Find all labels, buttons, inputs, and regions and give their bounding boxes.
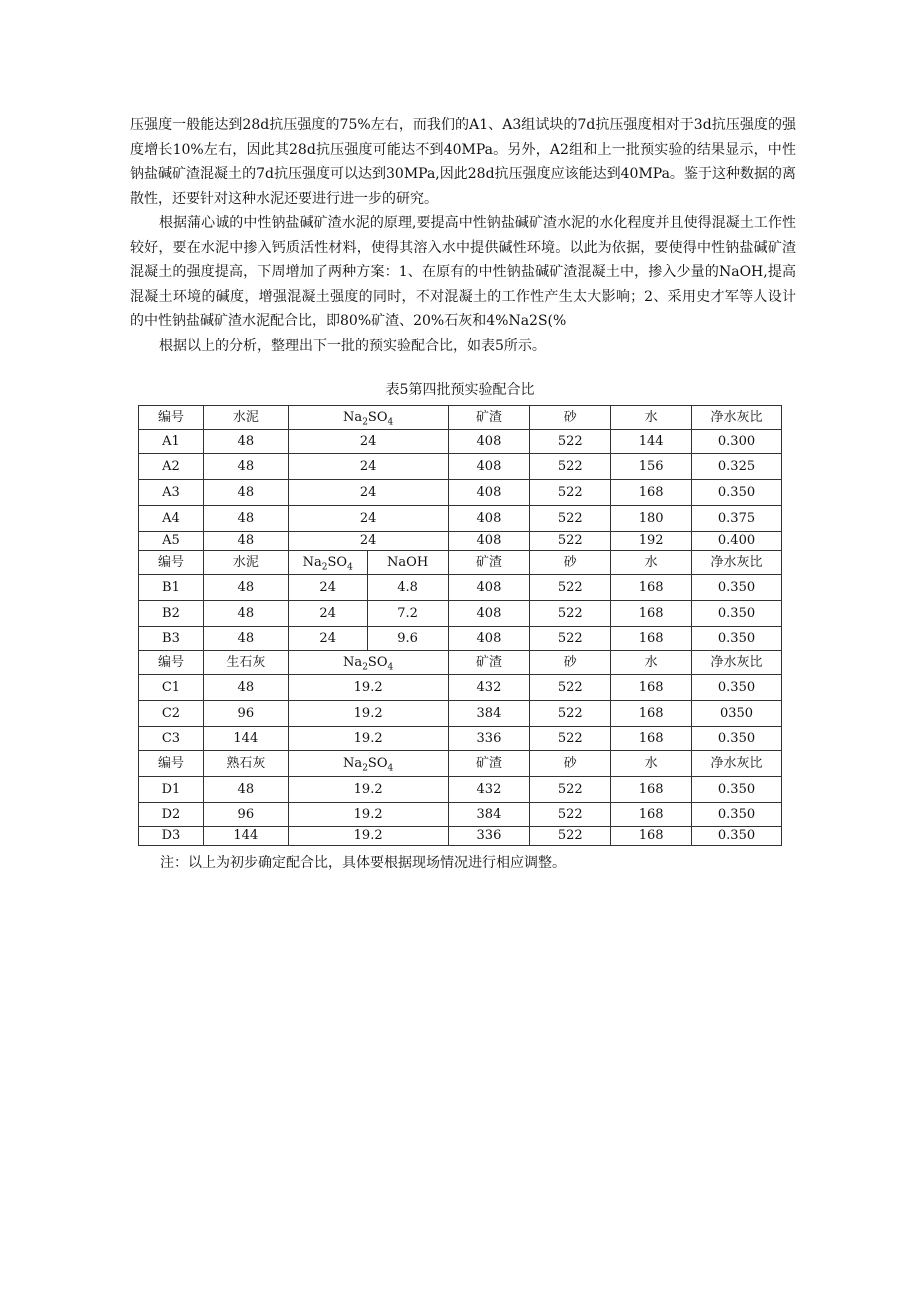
cell-water: 168 — [611, 727, 692, 751]
cell-naoh: 4.8 — [367, 575, 448, 601]
cell-binder: 48 — [203, 506, 288, 532]
cell-water: 168 — [611, 803, 692, 827]
cell-id: A3 — [139, 480, 204, 506]
cell-sand: 522 — [530, 827, 611, 846]
cell-id: A1 — [139, 430, 204, 454]
cell-id: D1 — [139, 777, 204, 803]
table-row — [139, 430, 782, 454]
cell-na2so4: 24 — [288, 430, 448, 454]
cell-ratio: 0.350 — [692, 627, 782, 651]
header-ratio: 净水灰比 — [692, 406, 782, 430]
cell-water: 180 — [611, 506, 692, 532]
header-ratio: 净水灰比 — [692, 551, 782, 575]
table-row — [139, 480, 782, 506]
cell-na2so4: 19.2 — [288, 727, 448, 751]
header-na2so4: $Na_2SO_4$ — [288, 751, 448, 777]
cell-naoh: 7.2 — [367, 601, 448, 627]
cell-water: 168 — [611, 701, 692, 727]
cell-binder: 48 — [203, 575, 288, 601]
cell-sand: 522 — [530, 727, 611, 751]
cell-slag: 336 — [448, 827, 530, 846]
table-header-row-group_c — [139, 651, 782, 675]
header-sand: 砂 — [530, 651, 611, 675]
header-water: 水 — [611, 406, 692, 430]
cell-na2so4: 24 — [288, 480, 448, 506]
cell-slag: 408 — [448, 575, 530, 601]
header-na2so4: $Na_2SO_4$ — [288, 406, 448, 430]
header-na2so4: $Na_2SO_4$ — [288, 651, 448, 675]
paragraph-2: 根据蒲心诚的中性钠盐碱矿渣水泥的原理,要提高中性钠盐碱矿渣水泥的水化程度并且使得混凝土工作性较好，要在水泥中掺入钙质活性材料，使得其溶入水中提供碱性环境。以此为依据，要使得中性钠盐碱矿渣混凝土的强度提高，下周增加了两种方案：1、在原有的中性钠盐碱矿渣混凝土中，掺入少量的NaOH,提高混凝土环境的碱度，增强混凝土强度的同时，不对混凝土的工作性产生太大影响；2、采用史才军等人设计的中性钠盐碱矿渣水泥配合比，即80%矿渣、20%石灰和4%Na2S(% — [130, 215, 796, 329]
table-row — [139, 701, 782, 727]
cell-binder: 48 — [203, 601, 288, 627]
cell-na2so4: 19.2 — [288, 701, 448, 727]
cell-ratio: 0.350 — [692, 575, 782, 601]
header-na2so4: $Na_2SO_4$ — [288, 551, 367, 575]
cell-water: 192 — [611, 532, 692, 551]
cell-water: 168 — [611, 777, 692, 803]
cell-sand: 522 — [530, 506, 611, 532]
cell-sand: 522 — [530, 777, 611, 803]
header-id: 编号 — [139, 751, 204, 777]
header-binder: 生石灰 — [203, 651, 288, 675]
cell-na2so4: 24 — [288, 627, 367, 651]
cell-id: A2 — [139, 454, 204, 480]
cell-ratio: 0.350 — [692, 601, 782, 627]
table-row — [139, 601, 782, 627]
cell-binder: 96 — [203, 803, 288, 827]
header-water: 水 — [611, 751, 692, 777]
table-header-row-group_b — [139, 551, 782, 575]
cell-na2so4: 19.2 — [288, 675, 448, 701]
cell-ratio: 0.350 — [692, 777, 782, 803]
cell-water: 144 — [611, 430, 692, 454]
cell-binder: 48 — [203, 777, 288, 803]
cell-na2so4: 24 — [288, 601, 367, 627]
cell-sand: 522 — [530, 675, 611, 701]
cell-water: 168 — [611, 575, 692, 601]
cell-na2so4: 24 — [288, 506, 448, 532]
cell-water: 156 — [611, 454, 692, 480]
cell-slag: 384 — [448, 803, 530, 827]
cell-slag: 432 — [448, 777, 530, 803]
table-row — [139, 506, 782, 532]
cell-sand: 522 — [530, 480, 611, 506]
header-water: 水 — [611, 651, 692, 675]
cell-na2so4: 19.2 — [288, 777, 448, 803]
cell-id: B2 — [139, 601, 204, 627]
cell-water: 168 — [611, 675, 692, 701]
cell-id: B1 — [139, 575, 204, 601]
cell-ratio: 0.350 — [692, 827, 782, 846]
cell-ratio: 0.350 — [692, 480, 782, 506]
cell-sand: 522 — [530, 627, 611, 651]
cell-na2so4: 24 — [288, 532, 448, 551]
cell-ratio: 0.375 — [692, 506, 782, 532]
table-row — [139, 675, 782, 701]
cell-water: 168 — [611, 627, 692, 651]
cell-slag: 408 — [448, 627, 530, 651]
header-water: 水 — [611, 551, 692, 575]
table-note: 注：以上为初步确定配合比，具体要根据现场情况进行相应调整。 — [160, 855, 566, 871]
cell-slag: 408 — [448, 506, 530, 532]
header-ratio: 净水灰比 — [692, 651, 782, 675]
cell-sand: 522 — [530, 701, 611, 727]
cell-slag: 408 — [448, 430, 530, 454]
cell-slag: 336 — [448, 727, 530, 751]
cell-slag: 408 — [448, 454, 530, 480]
table-row — [139, 727, 782, 751]
cell-id: C1 — [139, 675, 204, 701]
mix-proportion-table — [138, 405, 782, 846]
header-sand: 砂 — [530, 406, 611, 430]
cell-slag: 408 — [448, 480, 530, 506]
cell-id: A4 — [139, 506, 204, 532]
paragraph-1: 压强度一般能达到28d抗压强度的75%左右，而我们的A1、A3组试块的7d抗压强度相对于3d抗压强度的强度增长10%左右，因此其28d抗压强度可能达不到40MPa。另外，A2组和上一批预实验的结果显示，中性钠盐碱矿渣混凝土的7d抗压强度可以达到30MPa,因此28d抗压强度应该能达到40MPa。鉴于这种数据的离散性，还要针对这种水泥还要进行进一步的研究。 — [130, 117, 796, 207]
cell-sand: 522 — [530, 430, 611, 454]
cell-slag: 408 — [448, 532, 530, 551]
header-id: 编号 — [139, 551, 204, 575]
table-caption: 表5第四批预实验配合比 — [385, 382, 535, 398]
cell-binder: 96 — [203, 701, 288, 727]
header-ratio: 净水灰比 — [692, 751, 782, 777]
cell-binder: 48 — [203, 532, 288, 551]
cell-id: D2 — [139, 803, 204, 827]
cell-na2so4: 19.2 — [288, 803, 448, 827]
cell-binder: 48 — [203, 480, 288, 506]
cell-id: D3 — [139, 827, 204, 846]
table-header-row-group_d — [139, 751, 782, 777]
table-row — [139, 575, 782, 601]
cell-binder: 48 — [203, 430, 288, 454]
cell-ratio: 0350 — [692, 701, 782, 727]
cell-ratio: 0.350 — [692, 675, 782, 701]
header-sand: 砂 — [530, 551, 611, 575]
table-row — [139, 627, 782, 651]
cell-naoh: 9.6 — [367, 627, 448, 651]
cell-binder: 48 — [203, 454, 288, 480]
header-slag: 矿渣 — [448, 751, 530, 777]
cell-slag: 408 — [448, 601, 530, 627]
cell-id: C3 — [139, 727, 204, 751]
header-slag: 矿渣 — [448, 406, 530, 430]
table-row — [139, 532, 782, 551]
cell-ratio: 0.325 — [692, 454, 782, 480]
header-id: 编号 — [139, 651, 204, 675]
cell-id: B3 — [139, 627, 204, 651]
cell-water: 168 — [611, 827, 692, 846]
cell-na2so4: 24 — [288, 575, 367, 601]
paragraph-3: 根据以上的分析，整理出下一批的预实验配合比，如表5所示。 — [159, 337, 546, 354]
header-binder: 熟石灰 — [203, 751, 288, 777]
table-row — [139, 777, 782, 803]
header-slag: 矿渣 — [448, 651, 530, 675]
header-slag: 矿渣 — [448, 551, 530, 575]
cell-water: 168 — [611, 601, 692, 627]
cell-ratio: 0.350 — [692, 727, 782, 751]
table-row — [139, 827, 782, 846]
cell-na2so4: 19.2 — [288, 827, 448, 846]
cell-sand: 522 — [530, 532, 611, 551]
header-binder: 水泥 — [203, 551, 288, 575]
cell-id: A5 — [139, 532, 204, 551]
cell-slag: 432 — [448, 675, 530, 701]
header-binder: 水泥 — [203, 406, 288, 430]
cell-sand: 522 — [530, 601, 611, 627]
table-row — [139, 803, 782, 827]
cell-ratio: 0.300 — [692, 430, 782, 454]
cell-water: 168 — [611, 480, 692, 506]
table-header-row-group_a — [139, 406, 782, 430]
cell-id: C2 — [139, 701, 204, 727]
cell-binder: 144 — [203, 827, 288, 846]
cell-sand: 522 — [530, 575, 611, 601]
cell-na2so4: 24 — [288, 454, 448, 480]
cell-ratio: 0.350 — [692, 803, 782, 827]
header-id: 编号 — [139, 406, 204, 430]
cell-binder: 48 — [203, 675, 288, 701]
cell-sand: 522 — [530, 803, 611, 827]
cell-binder: 48 — [203, 627, 288, 651]
table-row — [139, 454, 782, 480]
body-text — [130, 113, 796, 358]
header-naoh: NaOH — [367, 551, 448, 575]
cell-slag: 384 — [448, 701, 530, 727]
cell-binder: 144 — [203, 727, 288, 751]
header-sand: 砂 — [530, 751, 611, 777]
cell-ratio: 0.400 — [692, 532, 782, 551]
cell-sand: 522 — [530, 454, 611, 480]
